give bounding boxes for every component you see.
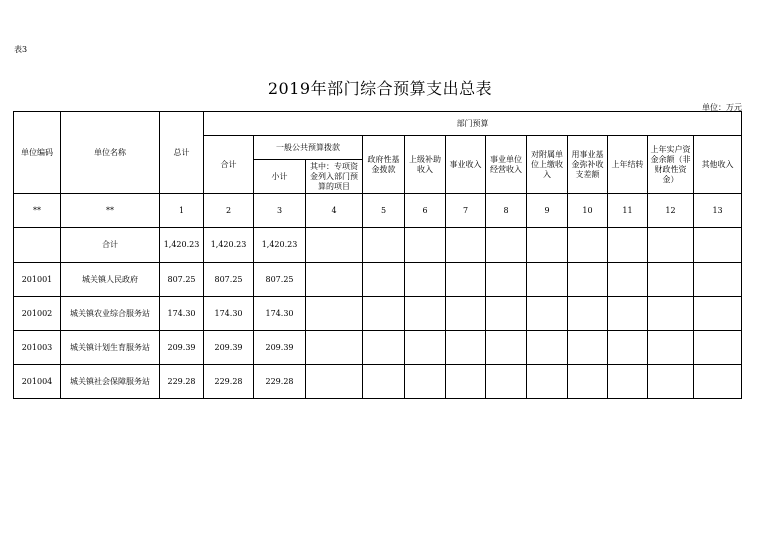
total-cell: 174.30 bbox=[160, 297, 204, 331]
header-subtotal: 小计 bbox=[254, 160, 306, 194]
index-cell: 12 bbox=[648, 194, 694, 228]
empty-cell bbox=[306, 228, 363, 263]
empty-cell bbox=[527, 365, 568, 399]
unit-name-cell: 城关镇人民政府 bbox=[61, 263, 160, 297]
unit-code-cell: 201003 bbox=[14, 331, 61, 365]
empty-cell bbox=[363, 331, 405, 365]
empty-cell bbox=[608, 297, 648, 331]
empty-cell bbox=[568, 331, 608, 365]
header-career-income: 事业收入 bbox=[446, 136, 486, 194]
empty-cell bbox=[486, 297, 527, 331]
heji-cell: 174.30 bbox=[204, 297, 254, 331]
index-cell: ** bbox=[61, 194, 160, 228]
unit-code-cell: 201004 bbox=[14, 365, 61, 399]
total-cell: 1,420.23 bbox=[160, 228, 204, 263]
unit-code-cell: 201001 bbox=[14, 263, 61, 297]
heji-cell: 807.25 bbox=[204, 263, 254, 297]
header-general-public: 一般公共预算拨款 bbox=[254, 136, 363, 160]
empty-cell bbox=[446, 228, 486, 263]
empty-cell bbox=[363, 263, 405, 297]
empty-cell bbox=[568, 263, 608, 297]
table-number-label: 表3 bbox=[14, 45, 28, 54]
index-cell: 2 bbox=[204, 194, 254, 228]
header-unit-code: 单位编码 bbox=[14, 112, 61, 194]
header-special: 其中：专项资金列入部门预算的项目 bbox=[306, 160, 363, 194]
empty-cell bbox=[608, 263, 648, 297]
index-cell: ** bbox=[14, 194, 61, 228]
table-row bbox=[14, 263, 742, 297]
empty-cell bbox=[648, 365, 694, 399]
empty-cell bbox=[527, 228, 568, 263]
table-row bbox=[14, 331, 742, 365]
subtotal-cell: 174.30 bbox=[254, 297, 306, 331]
empty-cell bbox=[446, 365, 486, 399]
empty-cell bbox=[405, 228, 446, 263]
index-cell: 7 bbox=[446, 194, 486, 228]
empty-cell bbox=[608, 228, 648, 263]
empty-cell bbox=[405, 365, 446, 399]
index-cell: 4 bbox=[306, 194, 363, 228]
empty-cell bbox=[486, 365, 527, 399]
empty-cell bbox=[527, 297, 568, 331]
index-cell: 9 bbox=[527, 194, 568, 228]
unit-code-cell: 201002 bbox=[14, 297, 61, 331]
empty-cell bbox=[306, 365, 363, 399]
unit-name-cell: 城关镇农业综合服务站 bbox=[61, 297, 160, 331]
heji-cell: 229.28 bbox=[204, 365, 254, 399]
empty-cell bbox=[363, 365, 405, 399]
empty-cell bbox=[405, 331, 446, 365]
header-upper-subsidy: 上级补助收入 bbox=[405, 136, 446, 194]
empty-cell bbox=[648, 331, 694, 365]
empty-cell bbox=[694, 297, 742, 331]
header-prior-balance: 上年实户资金余额（非财政性资金） bbox=[648, 136, 694, 194]
header-carryover: 上年结转 bbox=[608, 136, 648, 194]
empty-cell bbox=[486, 331, 527, 365]
table-row bbox=[14, 228, 742, 263]
empty-cell bbox=[648, 263, 694, 297]
table-row bbox=[14, 365, 742, 399]
page-title: 2019年部门综合预算支出总表 bbox=[267, 79, 493, 98]
index-row bbox=[14, 194, 742, 228]
empty-cell bbox=[306, 331, 363, 365]
empty-cell bbox=[405, 263, 446, 297]
heji-cell: 209.39 bbox=[204, 331, 254, 365]
empty-cell bbox=[568, 365, 608, 399]
empty-cell bbox=[648, 297, 694, 331]
empty-cell bbox=[608, 331, 648, 365]
index-cell: 10 bbox=[568, 194, 608, 228]
header-subsidiary: 对附属单位上缴收入 bbox=[527, 136, 568, 194]
index-cell: 1 bbox=[160, 194, 204, 228]
index-cell: 8 bbox=[486, 194, 527, 228]
empty-cell bbox=[486, 263, 527, 297]
index-cell: 13 bbox=[694, 194, 742, 228]
header-career-operating: 事业单位经营收入 bbox=[486, 136, 527, 194]
header-other: 其他收入 bbox=[694, 136, 742, 194]
empty-cell bbox=[446, 331, 486, 365]
header-row-1 bbox=[14, 112, 742, 136]
unit-name-cell: 合计 bbox=[61, 228, 160, 263]
subtotal-cell: 1,420.23 bbox=[254, 228, 306, 263]
empty-cell bbox=[363, 228, 405, 263]
empty-cell bbox=[527, 263, 568, 297]
empty-cell bbox=[363, 297, 405, 331]
empty-cell bbox=[446, 263, 486, 297]
index-cell: 6 bbox=[405, 194, 446, 228]
empty-cell bbox=[306, 297, 363, 331]
header-gov-fund: 政府性基金拨款 bbox=[363, 136, 405, 194]
header-heji: 合计 bbox=[204, 136, 254, 194]
index-cell: 5 bbox=[363, 194, 405, 228]
total-cell: 229.28 bbox=[160, 365, 204, 399]
header-total: 总计 bbox=[160, 112, 204, 194]
empty-cell bbox=[568, 297, 608, 331]
empty-cell bbox=[694, 331, 742, 365]
budget-table bbox=[13, 111, 742, 399]
header-dept-budget: 部门预算 bbox=[204, 112, 742, 136]
index-cell: 3 bbox=[254, 194, 306, 228]
index-cell: 11 bbox=[608, 194, 648, 228]
empty-cell bbox=[694, 228, 742, 263]
unit-name-cell: 城关镇社会保障服务站 bbox=[61, 365, 160, 399]
subtotal-cell: 209.39 bbox=[254, 331, 306, 365]
subtotal-cell: 807.25 bbox=[254, 263, 306, 297]
table-row bbox=[14, 297, 742, 331]
total-cell: 209.39 bbox=[160, 331, 204, 365]
empty-cell bbox=[694, 365, 742, 399]
header-unit-name: 单位名称 bbox=[61, 112, 160, 194]
unit-label: 单位：万元 bbox=[702, 103, 742, 112]
unit-name-cell: 城关镇计划生育服务站 bbox=[61, 331, 160, 365]
empty-cell bbox=[405, 297, 446, 331]
empty-cell bbox=[568, 228, 608, 263]
empty-cell bbox=[486, 228, 527, 263]
header-career-fund: 用事业基金弥补收支差额 bbox=[568, 136, 608, 194]
empty-cell bbox=[446, 297, 486, 331]
heji-cell: 1,420.23 bbox=[204, 228, 254, 263]
empty-cell bbox=[648, 228, 694, 263]
subtotal-cell: 229.28 bbox=[254, 365, 306, 399]
empty-cell bbox=[306, 263, 363, 297]
unit-code-cell bbox=[14, 228, 61, 263]
empty-cell bbox=[527, 331, 568, 365]
empty-cell bbox=[608, 365, 648, 399]
total-cell: 807.25 bbox=[160, 263, 204, 297]
empty-cell bbox=[694, 263, 742, 297]
